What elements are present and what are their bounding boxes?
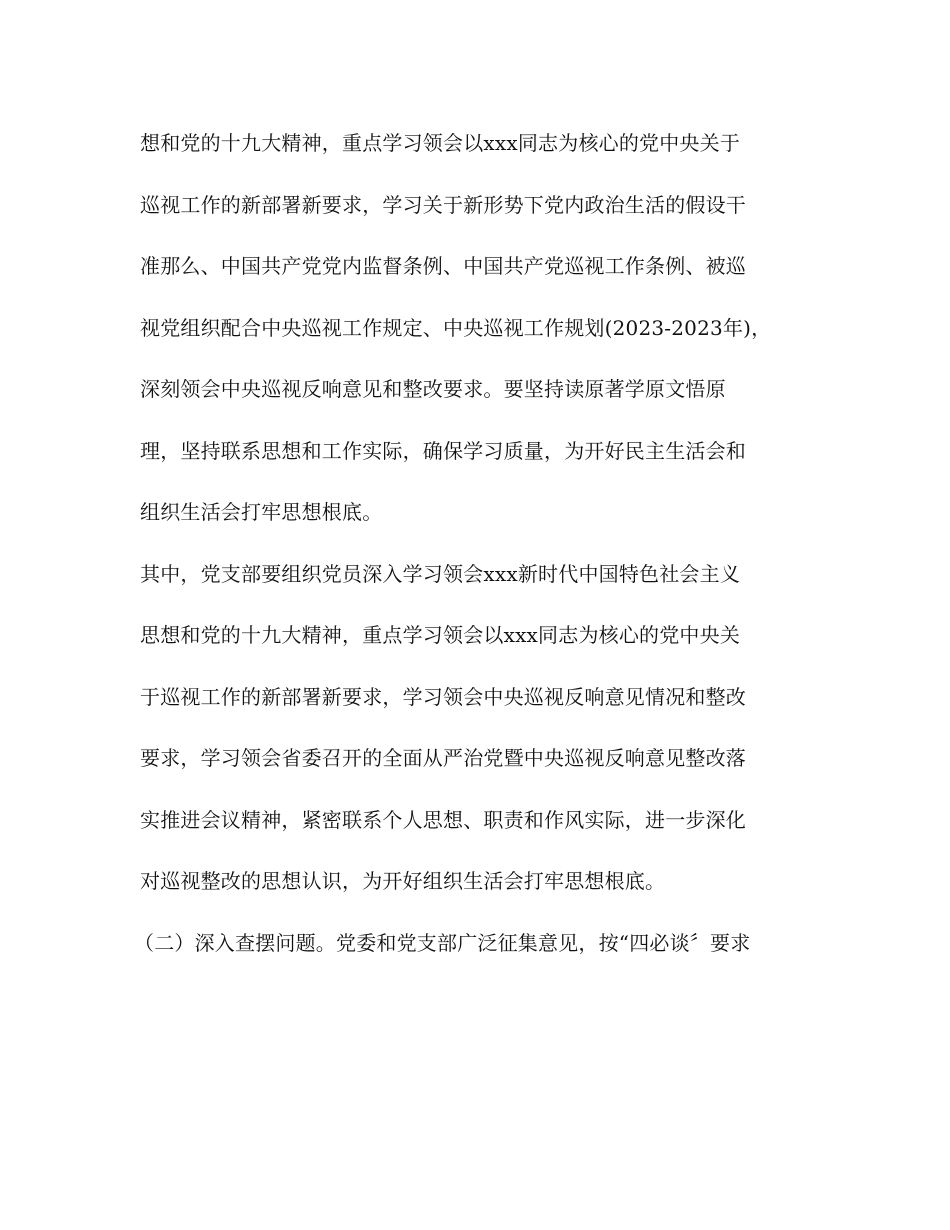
text-line: 理，坚持联系思想和工作实际，确保学习质量，为开好民主生活会和 <box>140 438 746 463</box>
body-text <box>134 118 820 979</box>
text-line: 思想和党的十九大精神，重点学习领会以xxx同志为核心的党中央关 <box>140 623 741 647</box>
text-line: 组织生活会打牢思想根底。 <box>140 500 383 524</box>
text-line: 深刻领会中央巡视反响意见和整改要求。要坚持读原著学原文悟原 <box>140 377 726 401</box>
section-heading-line: （二）深入查摆问题。党委和党支部广泛征集意见，按“四必谈〞要求 <box>134 930 751 955</box>
text-line: 想和党的十九大精神，重点学习领会以xxx同志为核心的党中央关于 <box>140 131 741 155</box>
text-line: 视党组织配合中央巡视工作规定、中央巡视工作规划(2023-2023年)， <box>140 315 772 340</box>
text-line: 对巡视整改的思想认识，为开好组织生活会打牢思想根底。 <box>140 869 666 893</box>
text-line: 准那么、中国共产党党内监督条例、中国共产党巡视工作条例、被巡 <box>140 254 746 278</box>
text-line: 于巡视工作的新部署新要求，学习领会中央巡视反响意见情况和整改 <box>140 684 746 709</box>
text-line: 其中，党支部要组织党员深入学习领会xxx新时代中国特色社会主义 <box>140 561 741 586</box>
text-line: 巡视工作的新部署新要求，学习关于新形势下党内政治生活的假设干 <box>140 192 746 217</box>
text-line: 要求，学习领会省委召开的全面从严治党暨中央巡视反响意见整改落 <box>140 746 746 770</box>
text-line: 实推进会议精神，紧密联系个人思想、职责和作风实际，进一步深化 <box>140 807 746 832</box>
